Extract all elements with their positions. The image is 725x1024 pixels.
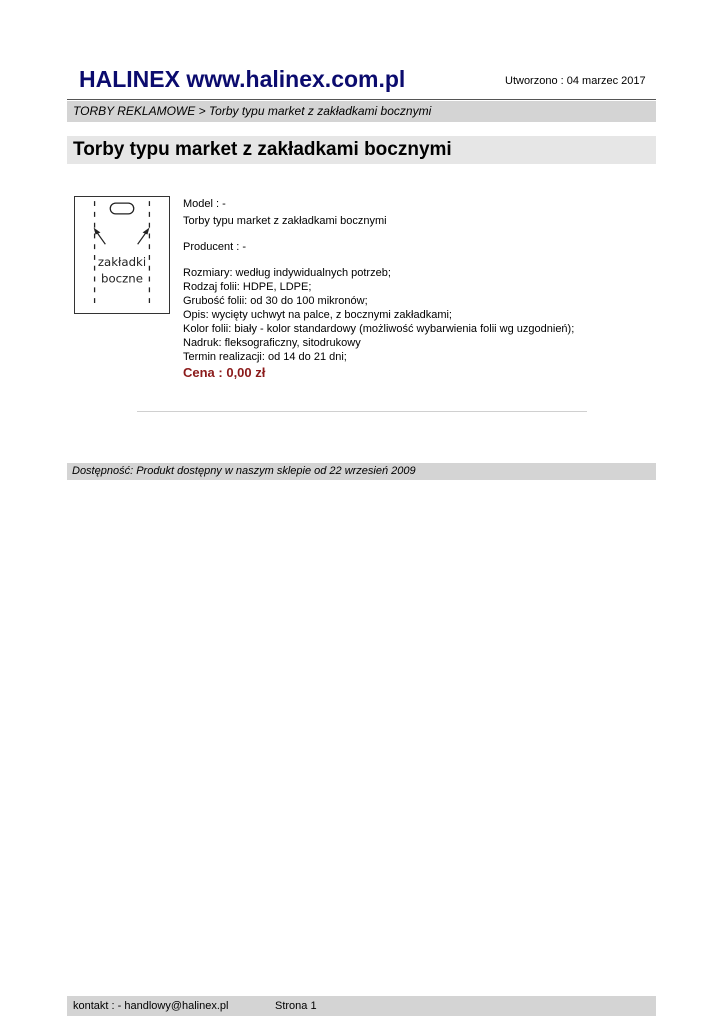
spec-line: Termin realizacji: od 14 do 21 dni; — [183, 351, 347, 363]
page-number: Strona 1 — [275, 1000, 317, 1012]
spec-line: Nadruk: fleksograficzny, sitodrukowy — [183, 337, 361, 349]
product-title: Torby typu market z zakładkami bocznymi — [67, 136, 656, 164]
product-price: Cena : 0,00 zł — [183, 365, 266, 380]
spec-line: Rodzaj folii: HDPE, LDPE; — [183, 281, 312, 293]
created-date: Utworzono : 04 marzec 2017 — [505, 75, 646, 87]
product-producer: Producent : - — [183, 241, 246, 253]
product-name: Torby typu market z zakładkami bocznymi — [183, 215, 387, 227]
spec-line: Rozmiary: według indywidualnych potrzeb; — [183, 267, 391, 279]
spec-line: Grubość folii: od 30 do 100 mikronów; — [183, 295, 368, 307]
product-info — [183, 197, 643, 380]
spec-line: Kolor folii: biały - kolor standardowy (możliwość wybarwienia folii wg uzgodnień); — [183, 323, 575, 335]
bag-illustration — [75, 197, 169, 313]
site-title: HALINEX www.halinex.com.pl — [79, 66, 406, 92]
breadcrumb[interactable]: TORBY REKLAMOWE > Torby typu market z zakładkami bocznymi — [67, 101, 656, 122]
image-label-1: zakładki — [97, 254, 147, 269]
product-model: Model : - — [183, 198, 226, 210]
product-image — [74, 196, 170, 314]
spec-line: Opis: wycięty uchwyt na palce, z bocznymi zakładkami; — [183, 309, 452, 321]
footer — [67, 996, 656, 1016]
image-label-2: boczne — [101, 271, 143, 286]
footer-contact[interactable]: kontakt : - handlowy@halinex.pl — [73, 1000, 229, 1012]
content-divider — [137, 411, 587, 412]
availability-note: Dostępność: Produkt dostępny w naszym sklepie od 22 wrzesień 2009 — [67, 463, 656, 480]
header-divider — [67, 99, 656, 100]
